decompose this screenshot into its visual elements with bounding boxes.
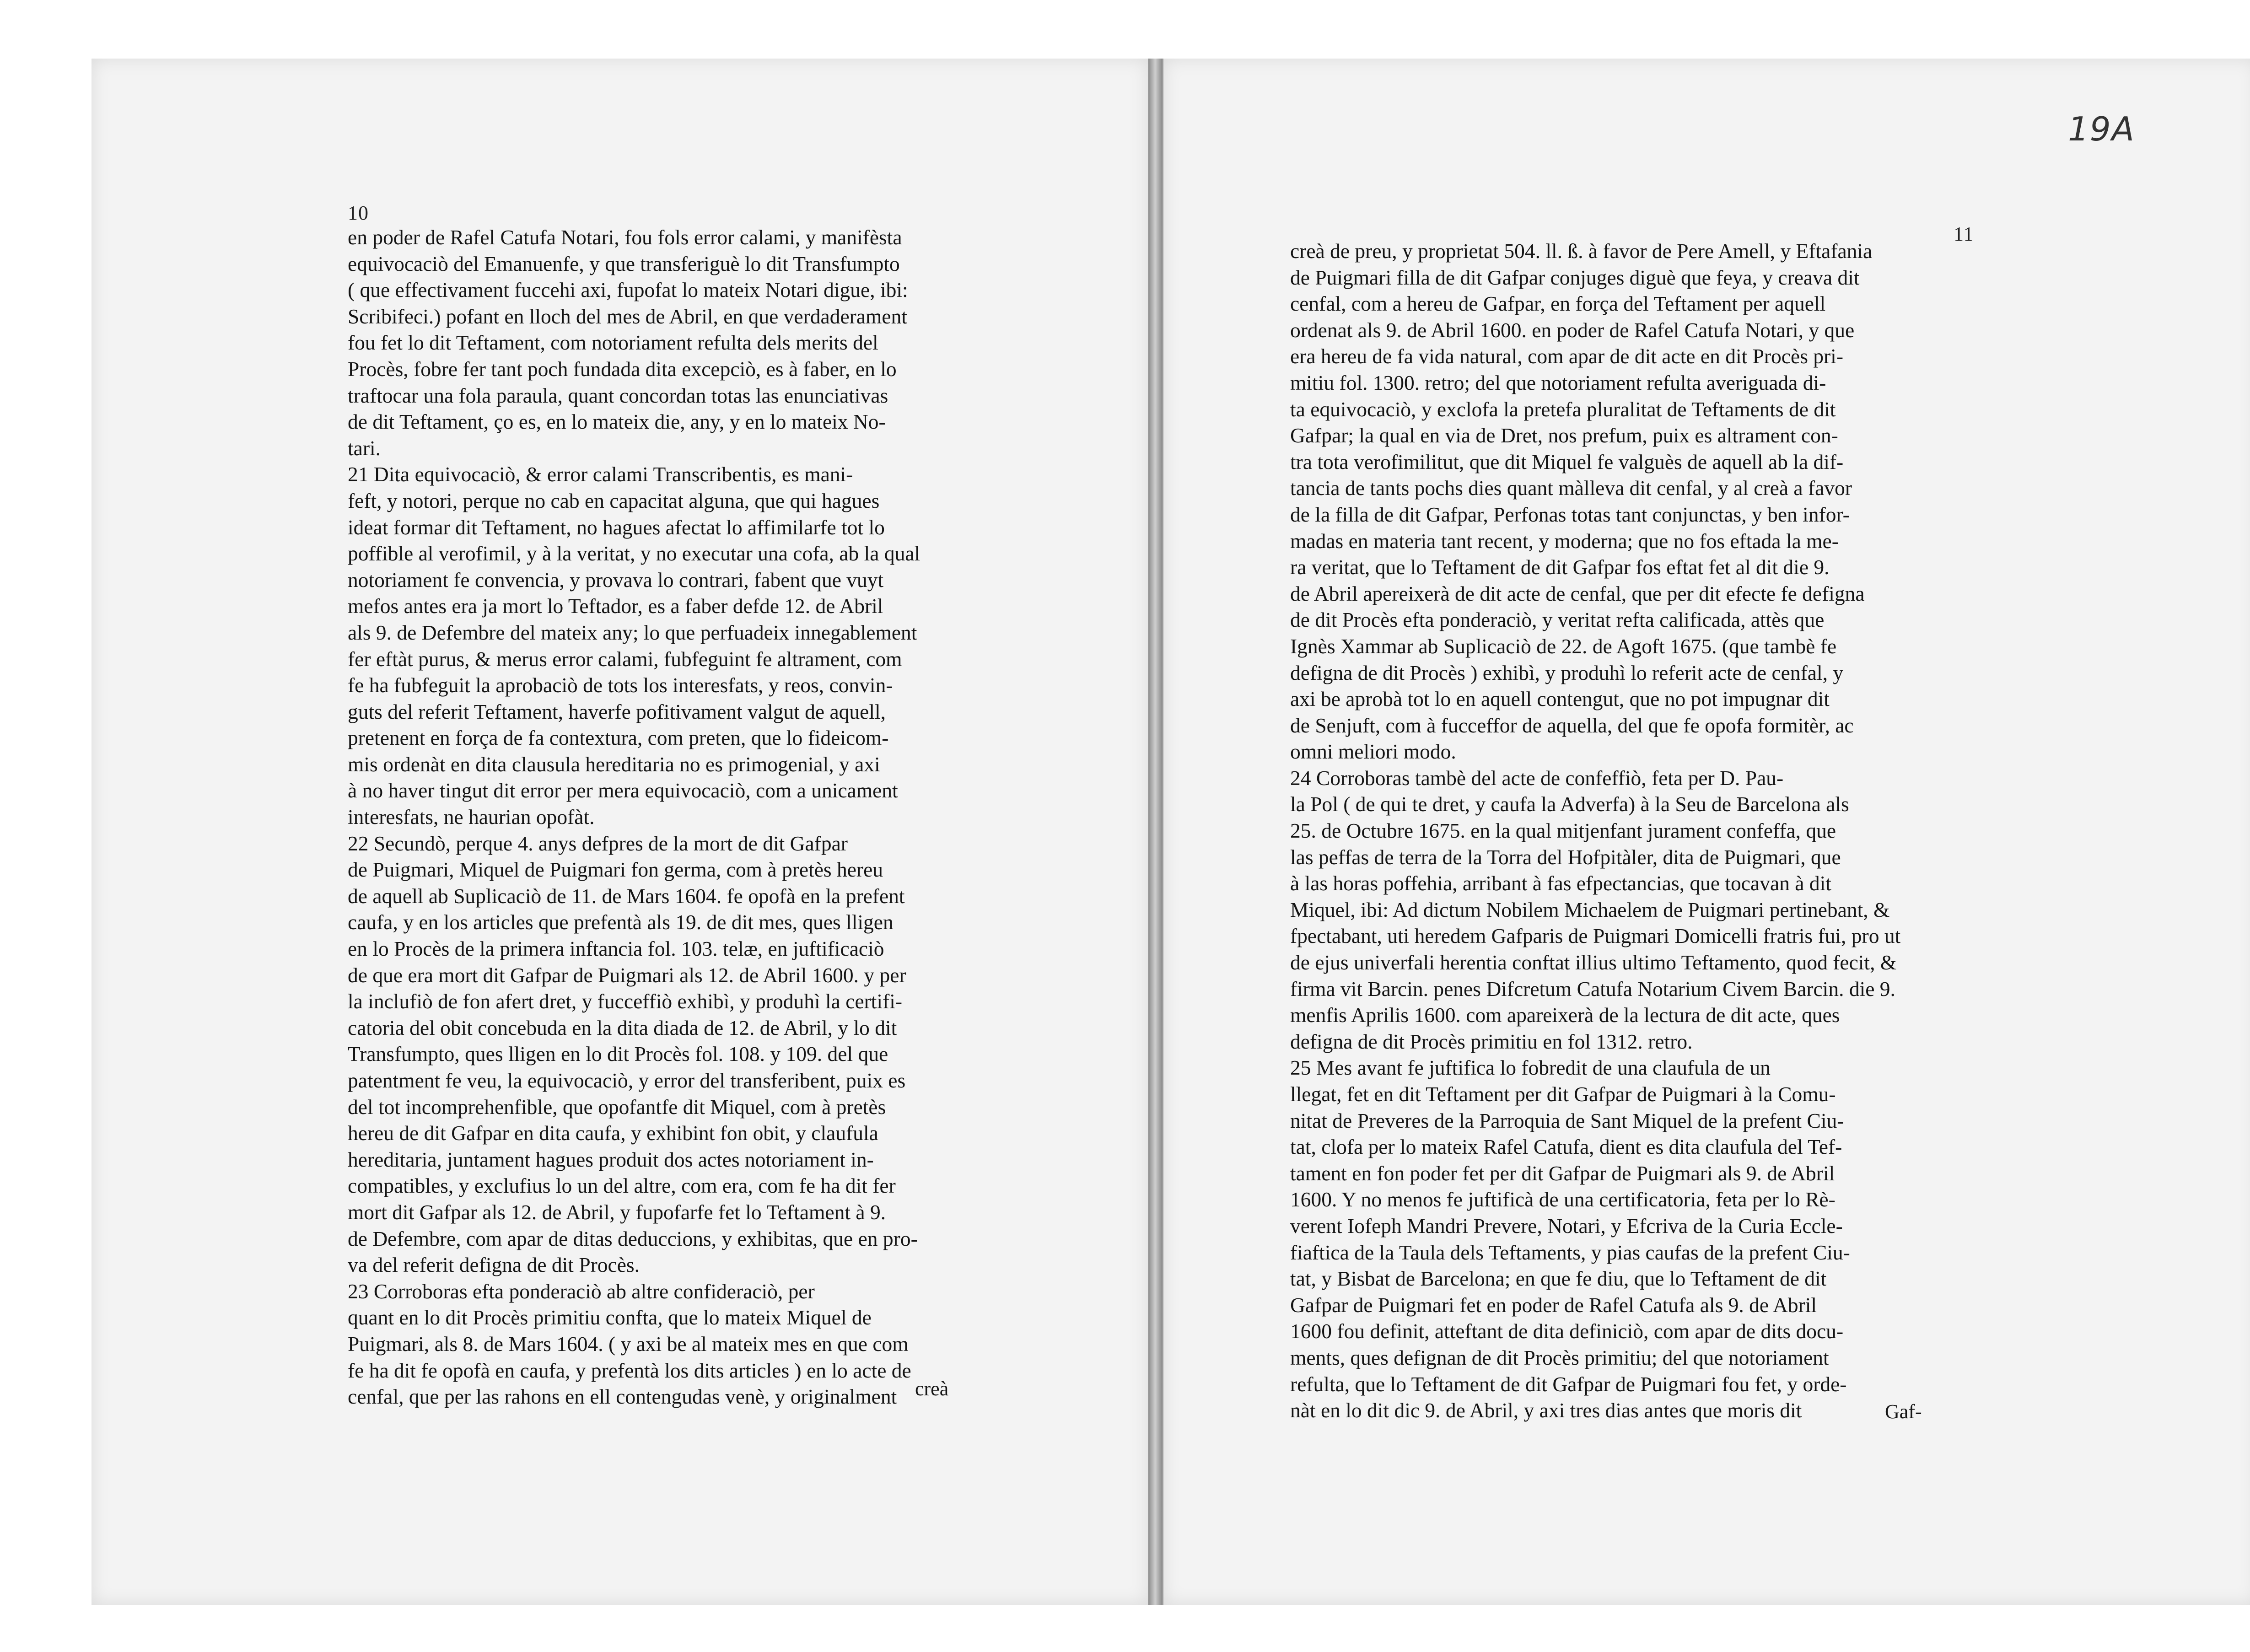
text-line: mitiu fol. 1300. retro; del que notoriament refulta averiguada di- <box>1290 371 1826 394</box>
archive-folio-mark: 19A <box>2068 110 2135 148</box>
text-line: tament en fon poder fet per dit Gafpar de Puigmari als 9. de Abril <box>1290 1161 1835 1185</box>
text-line: interesfats, ne haurian opofàt. <box>348 805 595 829</box>
text-line: era hereu de fa vida natural, com apar de dit acte en dit Procès pri- <box>1290 344 1843 368</box>
text-line: ments, ques defignan de dit Procès primitiu; del que notoriament <box>1290 1345 1829 1369</box>
text-line: catoria del obit concebuda en la dita diada de 12. de Abril, y lo dit <box>348 1016 897 1039</box>
text-line: cenfal, com a hereu de Gafpar, en força del Teftament per aquell <box>1290 292 1826 316</box>
text-line: Scribifeci.) pofant en lloch del mes de Abril, en que verdaderament <box>348 304 907 328</box>
text-line: pretenent en força de fa contextura, com preten, que lo fideicom- <box>348 726 889 750</box>
text-line: nitat de Preveres de la Parroquia de Sant Miquel de la prefent Ciu- <box>1290 1109 1844 1132</box>
text-line: patentment fe veu, la equivocaciò, y error del transferibent, puix es <box>348 1069 906 1092</box>
text-line: firma vit Barcin. penes Difcretum Catufa Notarium Civem Barcin. die 9. <box>1290 977 1895 1001</box>
text-line: quant en lo dit Procès primitiu confta, que lo mateix Miquel de <box>348 1306 872 1329</box>
text-line: menfis Aprilis 1600. com apareixerà de la lectura de dit acte, ques <box>1290 1003 1840 1027</box>
text-line: fe ha dit fe opofà en caufa, y prefentà los dits articles ) en lo acte de <box>348 1358 911 1382</box>
text-line: als 9. de Defembre del mateix any; lo que perfuadeix innegablement <box>348 620 917 644</box>
text-line: tra tota verofimilitut, que dit Miquel fe valguès de aquell ab la dif- <box>1290 450 1844 474</box>
text-line: compatibles, y exclufius lo un del altre, com era, com fe ha dit fer <box>348 1174 896 1198</box>
text-line: fe ha fubfeguit la aprobaciò de tots los interesfats, y reos, convin- <box>348 673 893 697</box>
text-line: nàt en lo dit dic 9. de Abril, y axi tres dias antes que moris dit <box>1290 1399 1802 1422</box>
text-line: defigna de dit Procès primitiu en fol 1312. retro. <box>1290 1029 1693 1053</box>
text-line: la inclufiò de fon afert dret, y fucceffiò exhibì, y produhì la certifi- <box>348 990 903 1013</box>
text-line: 21 Dita equivocaciò, & error calami Transcribentis, es mani- <box>348 463 853 486</box>
text-line: de ejus univerfali herentia conftat illius ultimo Teftamento, quod fecit, & <box>1290 951 1897 974</box>
text-line: hereu de dit Gafpar en dita caufa, y exhibint fon obit, y claufula <box>348 1121 878 1145</box>
text-line: fer eftàt purus, & merus error calami, fubfeguint fe altrament, com <box>348 647 902 671</box>
text-line: va del referit defigna de dit Procès. <box>348 1253 640 1277</box>
text-line: 25. de Octubre 1675. en la qual mitjenfant jurament confeffa, que <box>1290 819 1836 843</box>
text-line: tat, clofa per lo mateix Rafel Catufa, dient es dita claufula del Tef- <box>1290 1135 1842 1159</box>
text-line: 23 Corroboras efta ponderaciò ab altre confideraciò, per <box>348 1279 815 1303</box>
text-line: caufa, y en los articles que prefentà als 19. de dit mes, ques lligen <box>348 910 894 934</box>
text-line: mort dit Gafpar als 12. de Abril, y fupofarfe fet lo Teftament à 9. <box>348 1200 886 1224</box>
right-page-text <box>1290 238 2050 1424</box>
text-line: notoriament fe convencia, y provava lo contrari, fabent que vuyt <box>348 568 884 592</box>
text-line: omni meliori modo. <box>1290 740 1456 764</box>
text-line: à las horas poffehia, arribant à fas efpectancias, que tocavan à dit <box>1290 872 1831 895</box>
text-line: en lo Procès de la primera inftancia fol. 103. telæ, en juftificaciò <box>348 937 884 961</box>
text-line: en poder de Rafel Catufa Notari, fou fols error calami, y manifèsta <box>348 226 902 249</box>
faint-pencil-mark <box>174 114 229 183</box>
text-line: defigna de dit Procès ) exhibì, y produhì lo referit acte de cenfal, y <box>1290 661 1844 684</box>
text-line: Gafpar de Puigmari fet en poder de Rafel Catufa als 9. de Abril <box>1290 1293 1817 1317</box>
text-line: mis ordenàt en dita clausula hereditaria no es primogenial, y axi <box>348 752 880 776</box>
text-line: Procès, fobre fer tant poch fundada dita excepciò, es à faber, en lo <box>348 357 897 381</box>
text-line: ta equivocaciò, y exclofa la pretefa pluralitat de Teftaments de dit <box>1290 397 1836 421</box>
text-line: tari. <box>348 436 381 460</box>
right-page-number: 11 <box>1954 223 1974 245</box>
text-line: axi be aprobà tot lo en aquell contengut, que no pot impugnar dit <box>1290 687 1830 711</box>
text-line: cenfal, que per las rahons en ell contengudas venè, y originalment <box>348 1385 897 1409</box>
text-line: de Senjuft, com à fucceffor de aquella, del que fe opofa formitèr, ac <box>1290 713 1854 737</box>
text-line: creà de preu, y proprietat 504. ll. ß. à favor de Pere Amell, y Eftafania <box>1290 239 1873 263</box>
left-catch-word: creà <box>915 1378 949 1400</box>
text-line: de Puigmari filla de dit Gafpar conjuges diguè que feya, y creava dit <box>1290 265 1860 289</box>
text-line: fou fet lo dit Teftament, com notoriament refulta dels merits del <box>348 331 878 355</box>
text-line: mefos antes era ja mort lo Teftador, es a faber defde 12. de Abril <box>348 594 883 618</box>
text-line: equivocaciò del Emanuenfe, y que transferiguè lo dit Transfumpto <box>348 252 900 275</box>
text-line: de dit Teftament, ço es, en lo mateix die, any, y en lo mateix No- <box>348 410 886 434</box>
text-line: fpectabant, uti heredem Gafparis de Puigmari Domicelli fratris fui, pro ut <box>1290 924 1901 948</box>
text-line: Ignès Xammar ab Suplicaciò de 22. de Agoft 1675. (que tambè fe <box>1290 634 1837 658</box>
text-line: Miquel, ibi: Ad dictum Nobilem Michaelem de Puigmari pertinebant, & <box>1290 898 1890 921</box>
text-line: la Pol ( de qui te dret, y caufa la Adverfa) à la Seu de Barcelona als <box>1290 792 1849 816</box>
text-line: à no haver tingut dit error per mera equivocaciò, com a unicament <box>348 779 898 802</box>
text-line: llegat, fet en dit Teftament per dit Gafpar de Puigmari à la Comu- <box>1290 1082 1836 1106</box>
text-line: Transfumpto, ques lligen en lo dit Procès fol. 108. y 109. del que <box>348 1042 888 1066</box>
text-line: las peffas de terra de la Torra del Hofpitàler, dita de Puigmari, que <box>1290 845 1841 869</box>
text-line: fiaftica de la Taula dels Teftaments, y pias caufas de la prefent Ciu- <box>1290 1240 1850 1264</box>
text-line: ideat formar dit Teftament, no hagues afectat lo affimilarfe tot lo <box>348 515 885 539</box>
text-line: ordenat als 9. de Abril 1600. en poder de Rafel Catufa Notari, y que <box>1290 318 1855 342</box>
book-fold <box>1148 59 1162 1605</box>
text-line: del tot incomprehenfible, que opofantfe dit Miquel, com à pretès <box>348 1095 886 1119</box>
text-line: poffible al verofimil, y à la veritat, y no executar una cofa, ab la qual <box>348 542 920 565</box>
text-line: 24 Corroboras tambè del acte de confeffiò, feta per D. Pau- <box>1290 766 1784 790</box>
text-line: hereditaria, juntament hagues produit dos actes notoriament in- <box>348 1147 874 1171</box>
text-line: ( que effectivament fuccehi axi, fupofat lo mateix Notari digue, ibi: <box>348 278 908 302</box>
text-line: traftocar una fola paraula, quant concordan totas las enunciativas <box>348 383 888 407</box>
text-line: 22 Secundò, perque 4. anys defpres de la mort de dit Gafpar <box>348 831 848 855</box>
text-line: refulta, que lo Teftament de dit Gafpar de Puigmari fou fet, y orde- <box>1290 1372 1847 1396</box>
text-line: de dit Procès efta ponderaciò, y veritat refta calificada, attès que <box>1290 608 1825 632</box>
text-line: madas en materia tant recent, y moderna; que no fos eftada la me- <box>1290 529 1839 553</box>
text-line: Puigmari, als 8. de Mars 1604. ( y axi be al mateix mes en que com <box>348 1332 909 1356</box>
text-line: tat, y Bisbat de Barcelona; en que fe diu, que lo Teftament de dit <box>1290 1267 1827 1291</box>
text-line: verent Iofeph Mandri Prevere, Notari, y Efcriva de la Curia Eccle- <box>1290 1214 1843 1238</box>
text-line: de la filla de dit Gafpar, Perfonas totas tant conjunctas, y ben infor- <box>1290 502 1850 526</box>
text-line: de Puigmari, Miquel de Puigmari fon germa, com à pretès hereu <box>348 858 883 882</box>
text-line: guts del referit Teftament, haverfe pofitivament valgut de aquell, <box>348 700 886 723</box>
text-line: 25 Mes avant fe juftifica lo fobredit de una claufula de un <box>1290 1056 1771 1080</box>
text-line: de Abril apereixerà de dit acte de cenfal, que per dit efecte fe defigna <box>1290 581 1865 605</box>
text-line: ra veritat, que lo Teftament de dit Gafpar fos eftat fet al dit die 9. <box>1290 555 1830 579</box>
text-line: de Defembre, com apar de ditas deduccions, y exhibitas, que en pro- <box>348 1227 918 1250</box>
text-line: feft, y notori, perque no cab en capacitat alguna, que qui hagues <box>348 489 880 512</box>
right-catch-word: Gaf- <box>1885 1400 1922 1423</box>
text-line: 1600 fou definit, atteftant de dita definiciò, com apar de dits docu- <box>1290 1319 1844 1343</box>
text-line: tancia de tants pochs dies quant màlleva dit cenfal, y al creà a favor <box>1290 476 1852 500</box>
left-page-text <box>348 224 1107 1410</box>
left-page-number: 10 <box>348 202 369 224</box>
text-line: 1600. Y no menos fe juftificà de una certificatoria, feta per lo Rè- <box>1290 1188 1836 1211</box>
text-line: de aquell ab Suplicaciò de 11. de Mars 1604. fe opofà en la prefent <box>348 884 905 908</box>
text-line: Gafpar; la qual en via de Dret, nos prefum, puix es altrament con- <box>1290 424 1838 447</box>
text-line: de que era mort dit Gafpar de Puigmari als 12. de Abril 1600. y per <box>348 963 906 987</box>
